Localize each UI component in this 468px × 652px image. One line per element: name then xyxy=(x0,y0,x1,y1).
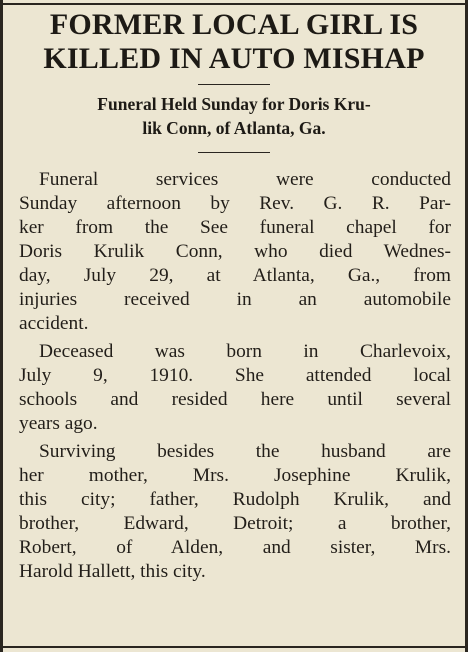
subheadline-line-2: lik Conn, of Atlanta, Ga. xyxy=(142,118,326,138)
body-line: this city; father, Rudolph Krulik, and xyxy=(19,489,451,510)
body-line: her mother, Mrs. Josephine Krulik, xyxy=(19,465,451,486)
headline-divider xyxy=(198,84,270,85)
body-line: schools and resided here until several xyxy=(19,389,451,410)
body-line: injuries received in an automobile xyxy=(19,289,451,310)
body-line: accident. xyxy=(19,313,89,334)
body-line: Doris Krulik Conn, who died Wednes- xyxy=(19,241,451,262)
article-body xyxy=(19,168,451,584)
body-line: Sunday afternoon by Rev. G. R. Par- xyxy=(19,193,451,214)
body-line: day, July 29, at Atlanta, Ga., from xyxy=(19,265,451,286)
subheadline-line-1: Funeral Held Sunday for Doris Kru- xyxy=(97,94,371,114)
subhead-divider xyxy=(198,152,270,153)
headline xyxy=(9,8,459,76)
subheadline xyxy=(15,92,453,140)
body-line: Funeral services were conducted xyxy=(39,169,451,190)
body-line: brother, Edward, Detroit; a brother, xyxy=(19,513,451,534)
body-line: years ago. xyxy=(19,413,98,434)
headline-line-1: FORMER LOCAL GIRL IS xyxy=(49,8,419,41)
headline-line-2: KILLED IN AUTO MISHAP xyxy=(43,42,425,75)
body-line: Deceased was born in Charlevoix, xyxy=(39,341,451,362)
top-rule xyxy=(3,3,465,5)
body-line: Surviving besides the husband are xyxy=(39,441,451,462)
bottom-rule xyxy=(3,646,465,648)
body-line: Harold Hallett, this city. xyxy=(19,561,206,582)
body-line: July 9, 1910. She attended local xyxy=(19,365,451,386)
body-line: Robert, of Alden, and sister, Mrs. xyxy=(19,537,451,558)
body-line: ker from the See funeral chapel for xyxy=(19,217,451,238)
